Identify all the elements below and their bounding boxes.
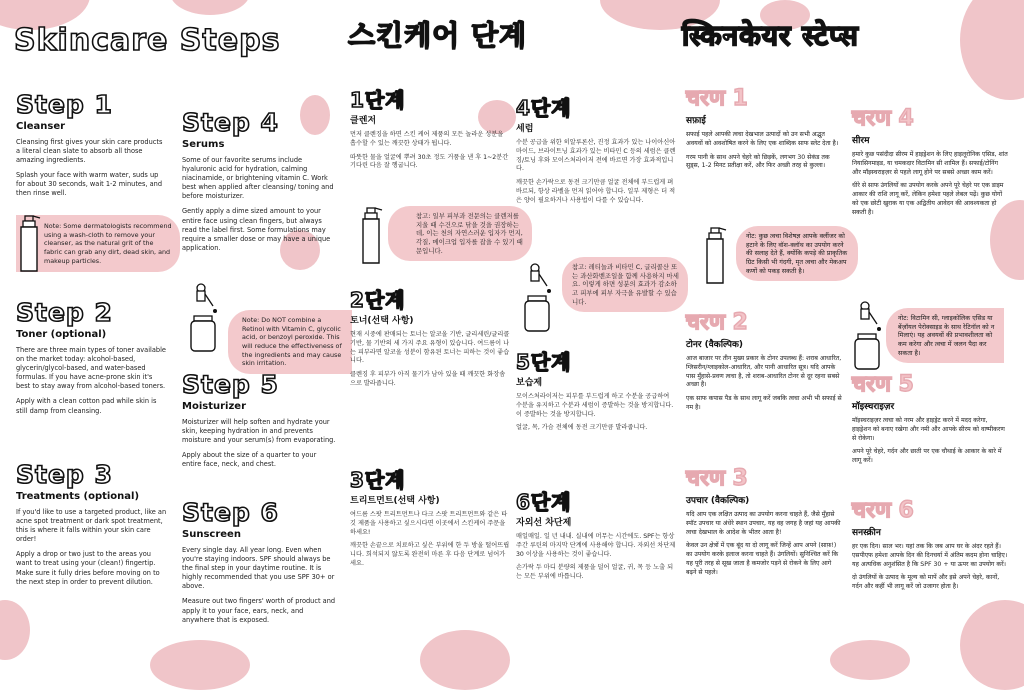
dropper-bottle-icon — [520, 262, 560, 334]
english-step-4-note: Note: Do NOT combine a Retinol with Vitamin C, glycolic acid, or benzoyl peroxide. This will reduce the effectiveness of the ingredients and may cause skin irritation. — [228, 310, 352, 374]
step-heading: चरण 2 — [686, 310, 748, 335]
step-text: मॉइस्चराइज़र त्वचा को नरम और हाइड्रेट करने में मदद करेगा, हाइड्रेशन को बनाए रखेगा और नमी और आपके सीरम को वाष्पीकरण से रोकेगा। — [852, 417, 1005, 442]
step-text: 매일매일. 일 년 내내. 실내에 머무는 시간에도. SPF는 항상 주간 루틴의 마지막 단계에 사용해야 합니다. 자외선 차단제 30 이상을 사용하는 것이 좋습니다. — [516, 533, 676, 558]
step-text: Every single day. All year long. Even when you're staying indoors. SPF should always be the final step in your daytime routine. It is highly recommended that you use SPF 30+ or above. — [182, 546, 335, 591]
step-text: गरम पानी के साथ अपने चेहरे को छिड़कें, लगभग 30 सेकंड तक सुड्स, 1-2 मिनट प्रतीक्षा करें, और फिर अच्छी तरह से कुल्ला। — [686, 153, 830, 170]
step-text: 깨끗한 손끝으로 치료하고 싶은 부위에 한 두 방울 떨어뜨립니다. 희석되지 않도록 완전히 마른 후 다음 단계로 넘어가세요. — [350, 542, 510, 567]
step-subtitle: Treatments (optional) — [16, 491, 140, 502]
step-subtitle: मॉइस्चराइज़र — [852, 402, 895, 412]
korean-step-2 — [350, 290, 510, 394]
step-text: 먼저 클렌징을 하면 스킨 케어 제품의 모든 놀라운 성분을 흡수할 수 있는 깨끗한 상태가 됩니다. — [350, 131, 504, 147]
step-subtitle: 보습제 — [516, 378, 543, 388]
step-text: Apply about the size of a quarter to your entire face, neck, and chest. — [182, 451, 317, 469]
step-text: Some of our favorite serums include hyaluronic acid for hydration, calming niacinamide, or brightening vitamin C. Work best when applied after cleansing/ toning and before moisturizer. — [182, 156, 334, 201]
hindi-step-2 — [686, 312, 842, 418]
step-heading: Step 5 — [182, 370, 279, 399]
title-hindi: स्किनकेयर स्टेप्स — [682, 19, 859, 52]
hindi-step-4-note: नोट: विटामिन सी, ग्लाइकोलिक एसिड या बेंज़ॉयल पेरोक्साइड के साथ रेटिनॉल को न मिलाएं। यह अवयवों की प्रभावशीलता को कम करेगा और त्वचा में जलन पैदा कर सकता है। — [886, 308, 1004, 363]
step-text: दो उंगलियों के उत्पाद के मूल्य को मापें और इसे अपने चेहरे, कानों, गर्दन और कहीं भी लागू करें जो उजागर होता है। — [852, 574, 1000, 591]
step-text: 깨끗한 손가락으로 동전 크기만큼 얼굴 전체에 부드럽게 펴 바르되, 항상 라벨을 먼저 읽어야 합니다. 일부 제형은 더 적은 양이 필요하거나 사용법이 다를 수 있습니다. — [516, 179, 676, 204]
cleanser-bottle-icon — [14, 214, 44, 274]
step-heading: 3단계 — [350, 468, 406, 492]
step-text: सफाई पहले आपकी त्वचा देखभाल उत्पादों को उन सभी अद्भुत अवयवों को अवशोषित करने के लिए एक शाब्दिक साफ स्लेट देता है। — [686, 131, 839, 147]
dropper-bottle-icon — [850, 300, 890, 372]
step-text: If you'd like to use a targeted product, like an acne spot treatment or dark spot treatment, this is where it falls within your skin care order! — [16, 508, 167, 544]
step-heading: Step 2 — [16, 298, 113, 327]
korean-step-3 — [350, 470, 510, 574]
step-subtitle: सफ़ाई — [686, 116, 706, 126]
english-step-6 — [182, 500, 337, 631]
step-text: यदि आप एक लक्षित उत्पाद का उपयोग करना चाहते हैं, जैसे मुँहासे स्पॉट उपचार या अंधेरे स्थान उपचार, यह वह जगह है जहां यह आपकी त्वचा देखभाल के आदेश के भीतर आता है! — [686, 511, 841, 536]
hindi-step-3 — [686, 468, 842, 583]
step-subtitle: 토너(선택 사항) — [350, 316, 414, 326]
step-heading: चरण 4 — [852, 106, 914, 131]
korean-step-4 — [516, 98, 676, 211]
step-subtitle: 클렌저 — [350, 116, 377, 126]
step-text: Cleansing first gives your skin care products a literal clean slate to absorb all those amazing ingredients. — [16, 138, 163, 165]
step-text: आज बाजार पर तीन मुख्य प्रकार के टोनर उपलब्ध हैं: शराब आधारित, ग्लिसरीन/ग्लाइकोल-आधारित, और पानी आधारित सूत्र। यदि आपके पास मुँहासे-प्रवण त्वचा है, तो शराब-आधारित टोनर से दूर रहना सबसे अच्छा है। — [686, 355, 842, 389]
hindi-step-4 — [852, 108, 1008, 223]
step-text: 손가락 두 마디 분량의 제품을 덜어 얼굴, 귀, 목 등 노출 되는 모든 부위에 바릅니다. — [516, 564, 674, 581]
step-subtitle: 트리트먼트(선택 사항) — [350, 496, 440, 506]
step-text: 클렌징 후 피부가 아직 물기가 남아 있을 때 깨끗한 화장솜으로 발라줍니다. — [350, 371, 506, 387]
step-text: 현재 시중에 판매되는 토너는 알코올 기반, 글리세린/글리콜 기반, 물 기반의 세 가지 주요 유형이 있습니다. 여드름이 나는 피부라면 알코올 성분이 함유된 토너는 피하는 것이 좋습니다. — [350, 331, 510, 365]
dropper-bottle-icon — [186, 282, 226, 354]
cleanser-bottle-icon — [700, 226, 730, 286]
english-step-3 — [16, 462, 168, 593]
step-text: अपने पूरे चेहरे, गर्दन और छाती पर एक चौथाई के आकार के बारे में लागू करें। — [852, 448, 1002, 465]
korean-step-5 — [516, 352, 676, 438]
step-text: Apply with a clean cotton pad while skin is still damp from cleansing. — [16, 397, 157, 415]
step-text: हमारे कुछ पसंदीदा सीरम में हाइड्रेशन के लिए हाइलूरोनिक एसिड, शांत नियासिनमाइड, या चमकदार विटामिन सी शामिल हैं। सफाई/टोनिंग और मॉइस्चराइज़र से पहले लागू होने पर सबसे अच्छा काम करें। — [852, 151, 1008, 176]
step-subtitle: Sunscreen — [182, 529, 241, 540]
step-text: हर एक दिन। साल भर। यहां तक कि जब आप घर के अंदर रहते हैं। एसपीएफ हमेशा आपके दिन की दिनचर्या में अंतिम कदम होना चाहिए। यह अत्यधिक अनुशंसित है कि SPF 30 + या ऊपर का उपयोग करें। — [852, 543, 1008, 568]
step-subtitle: Serums — [182, 139, 225, 150]
step-heading: 6단계 — [516, 490, 572, 514]
step-heading: 1단계 — [350, 88, 406, 112]
step-text: एक साफ कपास पैड के साथ लागू करें जबकि त्वचा अभी भी सफाई से नम है। — [686, 395, 842, 411]
step-text: Apply a drop or two just to the areas you want to treat using your (clean!) fingertip. Make sure it fully dries before moving on to the next step in order to prevent dilution. — [16, 550, 160, 586]
step-heading: चरण 6 — [852, 498, 914, 523]
korean-step-4-note: 참고: 레티놀과 비타민 C, 글리콜산 또는 과산화벤조일을 함께 사용하지 마세요. 이렇게 하면 성분의 효과가 감소하고 피부에 피부 자극을 유발할 수 있습니다. — [562, 257, 688, 312]
step-text: 여드름 스팟 트리트먼트나 다크 스팟 트리트먼트와 같은 타깃 제품을 사용하고 싶으시다면 이곳에서 스킨케어 주문을 하세요! — [350, 511, 508, 536]
step-subtitle: Cleanser — [16, 121, 66, 132]
title-korean: 스킨케어 단계 — [348, 19, 528, 52]
step-heading: चरण 3 — [686, 466, 748, 491]
step-text: 얼굴, 목, 가슴 전체에 동전 크기만큼 발라줍니다. — [516, 424, 648, 432]
step-subtitle: Toner (optional) — [16, 329, 107, 340]
english-step-1 — [16, 92, 168, 205]
step-text: धीरे से साफ उंगलियों का उपयोग करके अपने पूरे चेहरे पर एक डाइम आकार की राशि लागू करें, लेकिन हमेशा पहले लेबल पढ़ें। कुछ योगों को एक छोटी खुराक या एक अद्वितीय आवेदन की आवश्यकता हो सकती है। — [852, 182, 1004, 216]
step-subtitle: 세럼 — [516, 124, 534, 134]
step-text: There are three main types of toner available on the market today: alcohol-based, glycerin/glycol-based, and water-based formulas. If you have acne-prone skin it's best to stay away from alcohol-based toners. — [16, 346, 166, 391]
step-heading: Step 3 — [16, 460, 113, 489]
step-subtitle: 자외선 차단제 — [516, 518, 572, 528]
step-subtitle: उपचार (वैकल्पिक) — [686, 496, 750, 506]
title-english: Skincare Steps — [14, 23, 281, 58]
step-subtitle: सनस्क्रीन — [852, 528, 881, 538]
step-heading: 5단계 — [516, 350, 572, 374]
step-heading: चरण 1 — [686, 86, 748, 111]
step-heading: चरण 5 — [852, 372, 914, 397]
step-text: Splash your face with warm water, suds up for about 30 seconds, wait 1-2 minutes, and then rinse well. — [16, 171, 163, 198]
cleanser-bottle-icon — [356, 206, 386, 266]
step-heading: 2단계 — [350, 288, 406, 312]
step-text: 수분 공급을 위한 히알루론산, 진정 효과가 있는 나이아신아마이드, 브라이트닝 효과가 있는 비타민 C 등의 세럼은 클렌징/토닝 후와 모이스처라이저 전에 바르면 가장 효과적입니다. — [516, 139, 676, 173]
step-heading: Step 6 — [182, 498, 279, 527]
step-text: 모이스처라이저는 피부를 부드럽게 하고 수분을 공급하여 수분을 유지하고 수분과 세럼이 증발하는 것을 방지합니다. 이 증발하는 것을 방지합니다. — [516, 393, 674, 418]
step-heading: Step 4 — [182, 108, 279, 137]
english-step-5 — [182, 372, 337, 475]
korean-step-1-note: 참고: 일부 피부과 전문의는 클렌저를 지울 때 수건으로 닦을 것을 권장하는데, 이는 천의 자연스러운 입자가 먼지, 각질, 메이크업 입자를 잡을 수 있기 때문입니다. — [388, 206, 532, 261]
step-text: केवल उन क्षेत्रों में एक बूंद या दो लागू करें जिन्हें आप अपने (साफ़!) का उपयोग करके इलाज करना चाहते हैं। उंगलियों। सुनिश्चित करें कि यह पूरी तरह से सूख जाता है कमजोर पड़ने से रोकने के लिए आगे बढ़ने से पहले। — [686, 542, 839, 576]
korean-step-6 — [516, 492, 676, 587]
hindi-step-1 — [686, 88, 842, 176]
step-subtitle: सीरम — [852, 136, 870, 146]
english-step-1-note: Note: Some dermatologists recommend using a wash-cloth to remove your cleanser, as the natural grit of the fabric can grab any dirt, dead skin, and makeup particles. — [16, 215, 180, 272]
english-step-4 — [182, 110, 337, 259]
step-text: Gently apply a dime sized amount to your entire face using clean fingers, but always read the label first. Some formulations may require a smaller dose or may have a unique application. — [182, 207, 331, 252]
step-subtitle: Moisturizer — [182, 401, 246, 412]
step-text: Measure out two fingers' worth of product and apply it to your face, ears, neck, and anywhere that is exposed. — [182, 597, 336, 624]
hindi-step-5 — [852, 374, 1008, 471]
step-heading: Step 1 — [16, 90, 113, 119]
step-text: Moisturizer will help soften and hydrate your skin, keeping hydration in and prevents moisture and your serum(s) from evaporating. — [182, 418, 336, 445]
step-heading: 4단계 — [516, 96, 572, 120]
step-text: 따뜻한 물을 얼굴에 뿌려 30초 정도 거품을 낸 후 1~2분간 기다린 다음 잘 헹굽니다. — [350, 153, 509, 170]
korean-step-1 — [350, 90, 510, 176]
english-step-2 — [16, 300, 166, 422]
hindi-step-1-note: नोट: कुछ त्वचा विशेषज्ञ आपके क्लींजर को हटाने के लिए वॉश-क्लॉथ का उपयोग करने की सलाह देते हैं, क्योंकि कपड़े की प्राकृतिक ग्रिट किसी भी गंदगी, मृत त्वचा और मेकअप कणों को पकड़ सकती है। — [736, 226, 858, 281]
hindi-step-6 — [852, 500, 1008, 597]
step-subtitle: टोनर (वैकल्पिक) — [686, 340, 744, 350]
